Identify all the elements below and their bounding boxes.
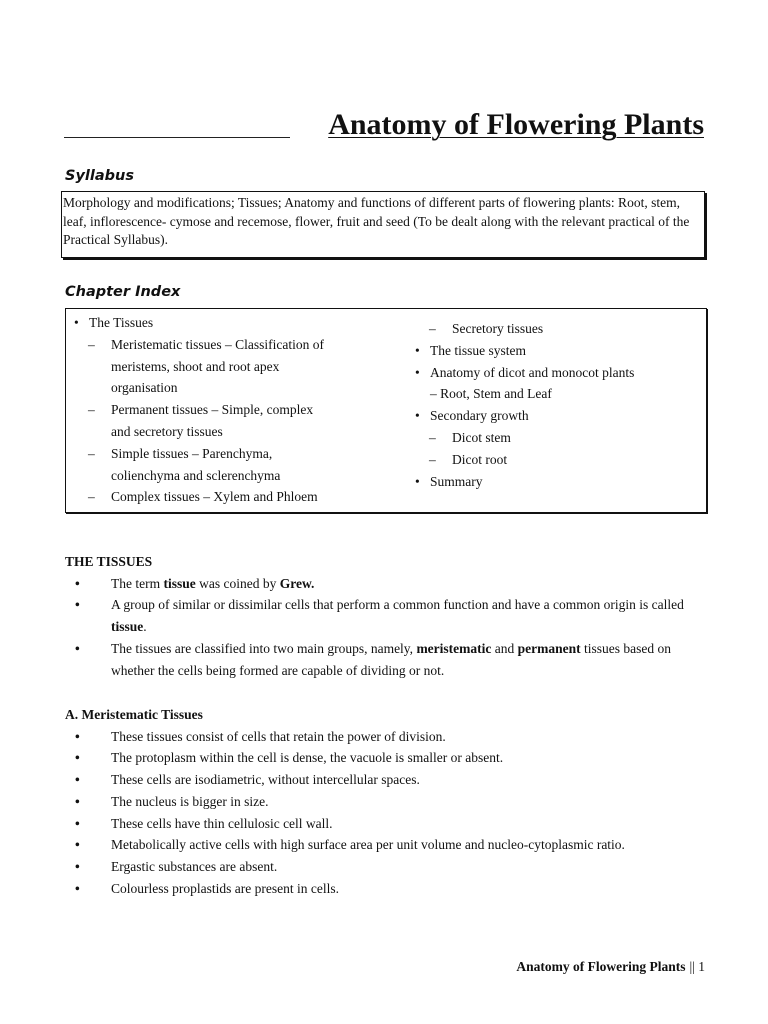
index-subitem-continuation: colienchyma and sclerenchyma (111, 467, 281, 483)
index-subitem: – Secretory tissues (414, 318, 694, 340)
chapter-index-right-column (414, 318, 694, 492)
index-subitem: – Complex tissues – Xylem and Phloem (73, 486, 373, 508)
index-subitem: – Simple tissues – Parenchyma, (73, 443, 373, 465)
meristematic-heading: A. Meristematic Tissues (65, 707, 203, 722)
index-subitem-continuation: organisation (111, 380, 178, 396)
chapter-index-left-column (73, 312, 373, 508)
list-item: • Colourless proplastids are present in cells. (65, 878, 710, 900)
list-item: • Metabolically active cells with high surface area per unit volume and nucleo-cytoplasmic ratio. (65, 834, 710, 856)
syllabus-heading: Syllabus (65, 168, 134, 184)
index-item: • The Tissues (73, 312, 373, 334)
list-item: • The nucleus is bigger in size. (65, 791, 710, 813)
meristematic-tissues-section (65, 704, 710, 900)
list-item: • These cells have thin cellulosic cell wall. (65, 813, 710, 835)
list-item: • A group of similar or dissimilar cells that perform a common function and have a common origin is called tissue. (65, 594, 710, 638)
index-item: • Secondary growth (414, 405, 694, 427)
the-tissues-heading: THE TISSUES (65, 554, 153, 569)
footer-separator: || (689, 959, 695, 974)
page-footer (516, 958, 705, 976)
page-title: Anatomy of Flowering Plants (328, 108, 704, 141)
meristematic-list (65, 726, 710, 900)
list-item: • The tissues are classified into two main groups, namely, meristematic and permanent tissues based on whether the cells being formed are capable of dividing or not. (65, 638, 710, 682)
index-subitem-continuation: and secretory tissues (111, 423, 223, 439)
syllabus-box: Morphology and modifications; Tissues; Anatomy and functions of different parts of flowering plants: Root, stem, leaf, inflorescence- cymose and recemose, flower, fruit and seed (To be dealt along with the relevant practical of the Practical Syllabus). (61, 191, 705, 258)
footer-title: Anatomy of Flowering Plants (516, 959, 686, 974)
index-subitem-continuation: meristems, shoot and root apex (111, 358, 280, 374)
the-tissues-section (65, 551, 710, 681)
list-item: • These cells are isodiametric, without intercellular spaces. (65, 769, 710, 791)
index-subitem: – Dicot root (414, 449, 694, 471)
index-subitem: – Permanent tissues – Simple, complex (73, 399, 373, 421)
list-item: • These tissues consist of cells that retain the power of division. (65, 726, 710, 748)
index-item: • Anatomy of dicot and monocot plants (414, 362, 694, 384)
index-item: • The tissue system (414, 340, 694, 362)
list-item: • The protoplasm within the cell is dense, the vacuole is smaller or absent. (65, 747, 710, 769)
index-item: • Summary (414, 471, 694, 493)
list-item: • The term tissue was coined by Grew. (65, 573, 710, 595)
page-number: 1 (698, 959, 705, 974)
chapter-index-box (65, 308, 707, 513)
title-row (64, 108, 704, 142)
the-tissues-list (65, 573, 710, 682)
chapter-index-heading: Chapter Index (65, 284, 181, 300)
title-rule (64, 137, 290, 138)
index-subitem: – Meristematic tissues – Classification of (73, 334, 373, 356)
index-subitem: – Dicot stem (414, 427, 694, 449)
index-item-continuation: – Root, Stem and Leaf (430, 386, 552, 402)
list-item: • Ergastic substances are absent. (65, 856, 710, 878)
